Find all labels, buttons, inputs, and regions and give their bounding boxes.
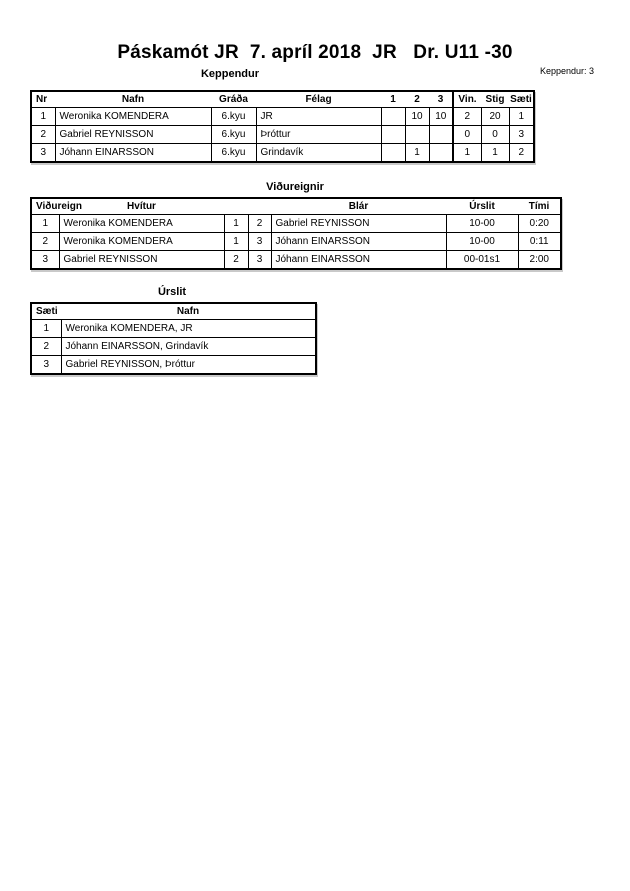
cell-hvitur: Weronika KOMENDERA <box>59 215 224 233</box>
cell-grada: 6.kyu <box>211 126 256 144</box>
cell-nr: 1 <box>31 108 55 126</box>
col-header-nafn: Nafn <box>55 91 211 108</box>
cell-white-nr: 2 <box>224 251 248 270</box>
cell-round3: 10 <box>429 108 453 126</box>
cell-saeti: 1 <box>31 320 61 338</box>
cell-nafn: Weronika KOMENDERA <box>55 108 211 126</box>
cell-blar: Jóhann EINARSSON <box>271 233 446 251</box>
col-header-nr: Nr <box>31 91 55 108</box>
col-header-blar: Blár <box>271 198 446 215</box>
col-header-white-nr <box>224 198 248 215</box>
match-row <box>31 215 561 233</box>
col-header-blue-nr <box>248 198 271 215</box>
matches-header-row <box>31 198 561 215</box>
cell-saeti: 3 <box>509 126 534 144</box>
col-header-hvitur: Hvítur <box>59 198 224 215</box>
cell-timi: 0:11 <box>518 233 561 251</box>
cell-round2 <box>405 126 429 144</box>
cell-nafn: Gabriel REYNISSON <box>55 126 211 144</box>
cell-grada: 6.kyu <box>211 144 256 163</box>
cell-round2: 10 <box>405 108 429 126</box>
page-title: Páskamót JR 7. apríl 2018 JR Dr. U11 -30 <box>117 42 513 63</box>
cell-vin: 2 <box>453 108 481 126</box>
cell-nafn: Jóhann EINARSSON <box>55 144 211 163</box>
col-header-urslit: Úrslit <box>446 198 518 215</box>
cell-nafn: Weronika KOMENDERA, JR <box>61 320 316 338</box>
cell-white-nr: 1 <box>224 233 248 251</box>
cell-urslit: 10-00 <box>446 233 518 251</box>
result-row <box>31 338 316 356</box>
cell-urslit: 00-01s1 <box>446 251 518 270</box>
competitor-row <box>31 108 534 126</box>
cell-blue-nr: 2 <box>248 215 271 233</box>
result-row <box>31 320 316 338</box>
cell-grada: 6.kyu <box>211 108 256 126</box>
cell-match-nr: 3 <box>31 251 59 270</box>
col-header-felag: Félag <box>256 91 381 108</box>
cell-round1 <box>381 144 405 163</box>
cell-blar: Gabriel REYNISSON <box>271 215 446 233</box>
match-row <box>31 233 561 251</box>
competitor-row <box>31 144 534 163</box>
competitor-row <box>31 126 534 144</box>
col-header-vin: Vin. <box>453 91 481 108</box>
cell-blue-nr: 3 <box>248 251 271 270</box>
cell-hvitur: Gabriel REYNISSON <box>59 251 224 270</box>
cell-vin: 1 <box>453 144 481 163</box>
match-row <box>31 251 561 270</box>
cell-felag: Grindavík <box>256 144 381 163</box>
cell-saeti: 1 <box>509 108 534 126</box>
matches-table <box>30 197 562 270</box>
cell-urslit: 10-00 <box>446 215 518 233</box>
keppendur-section-title: Keppendur <box>200 68 260 80</box>
cell-saeti: 3 <box>31 356 61 375</box>
cell-match-nr: 1 <box>31 215 59 233</box>
col-header-round3: 3 <box>429 91 453 108</box>
cell-nr: 3 <box>31 144 55 163</box>
col-header-vidureign: Viðureign <box>31 198 59 215</box>
cell-blar: Jóhann EINARSSON <box>271 251 446 270</box>
cell-round3 <box>429 126 453 144</box>
col-header-round2: 2 <box>405 91 429 108</box>
cell-nafn: Jóhann EINARSSON, Grindavík <box>61 338 316 356</box>
cell-round2: 1 <box>405 144 429 163</box>
vidureignir-section-title: Viðureignir <box>266 181 324 193</box>
col-header-round1: 1 <box>381 91 405 108</box>
col-header-nafn: Nafn <box>61 303 316 320</box>
cell-stig: 20 <box>481 108 509 126</box>
results-header-row <box>31 303 316 320</box>
col-header-stig: Stig <box>481 91 509 108</box>
col-header-grada: Gráða <box>211 91 256 108</box>
col-header-saeti: Sæti <box>509 91 534 108</box>
cell-round1 <box>381 126 405 144</box>
cell-blue-nr: 3 <box>248 233 271 251</box>
col-header-saeti: Sæti <box>31 303 61 320</box>
urslit-section-title: Úrslit <box>157 286 187 298</box>
cell-vin: 0 <box>453 126 481 144</box>
cell-felag: JR <box>256 108 381 126</box>
col-header-timi: Tími <box>518 198 561 215</box>
cell-stig: 0 <box>481 126 509 144</box>
cell-timi: 2:00 <box>518 251 561 270</box>
cell-felag: Þróttur <box>256 126 381 144</box>
cell-round3 <box>429 144 453 163</box>
competitor-count-label: Keppendur: 3 <box>540 66 595 76</box>
cell-saeti: 2 <box>31 338 61 356</box>
cell-nr: 2 <box>31 126 55 144</box>
cell-saeti: 2 <box>509 144 534 163</box>
result-row <box>31 356 316 375</box>
cell-match-nr: 2 <box>31 233 59 251</box>
results-table <box>30 302 317 375</box>
cell-round1 <box>381 108 405 126</box>
cell-hvitur: Weronika KOMENDERA <box>59 233 224 251</box>
cell-white-nr: 1 <box>224 215 248 233</box>
cell-nafn: Gabriel REYNISSON, Þróttur <box>61 356 316 375</box>
competitors-table <box>30 90 535 163</box>
cell-timi: 0:20 <box>518 215 561 233</box>
cell-stig: 1 <box>481 144 509 163</box>
competitors-header-row <box>31 91 534 108</box>
